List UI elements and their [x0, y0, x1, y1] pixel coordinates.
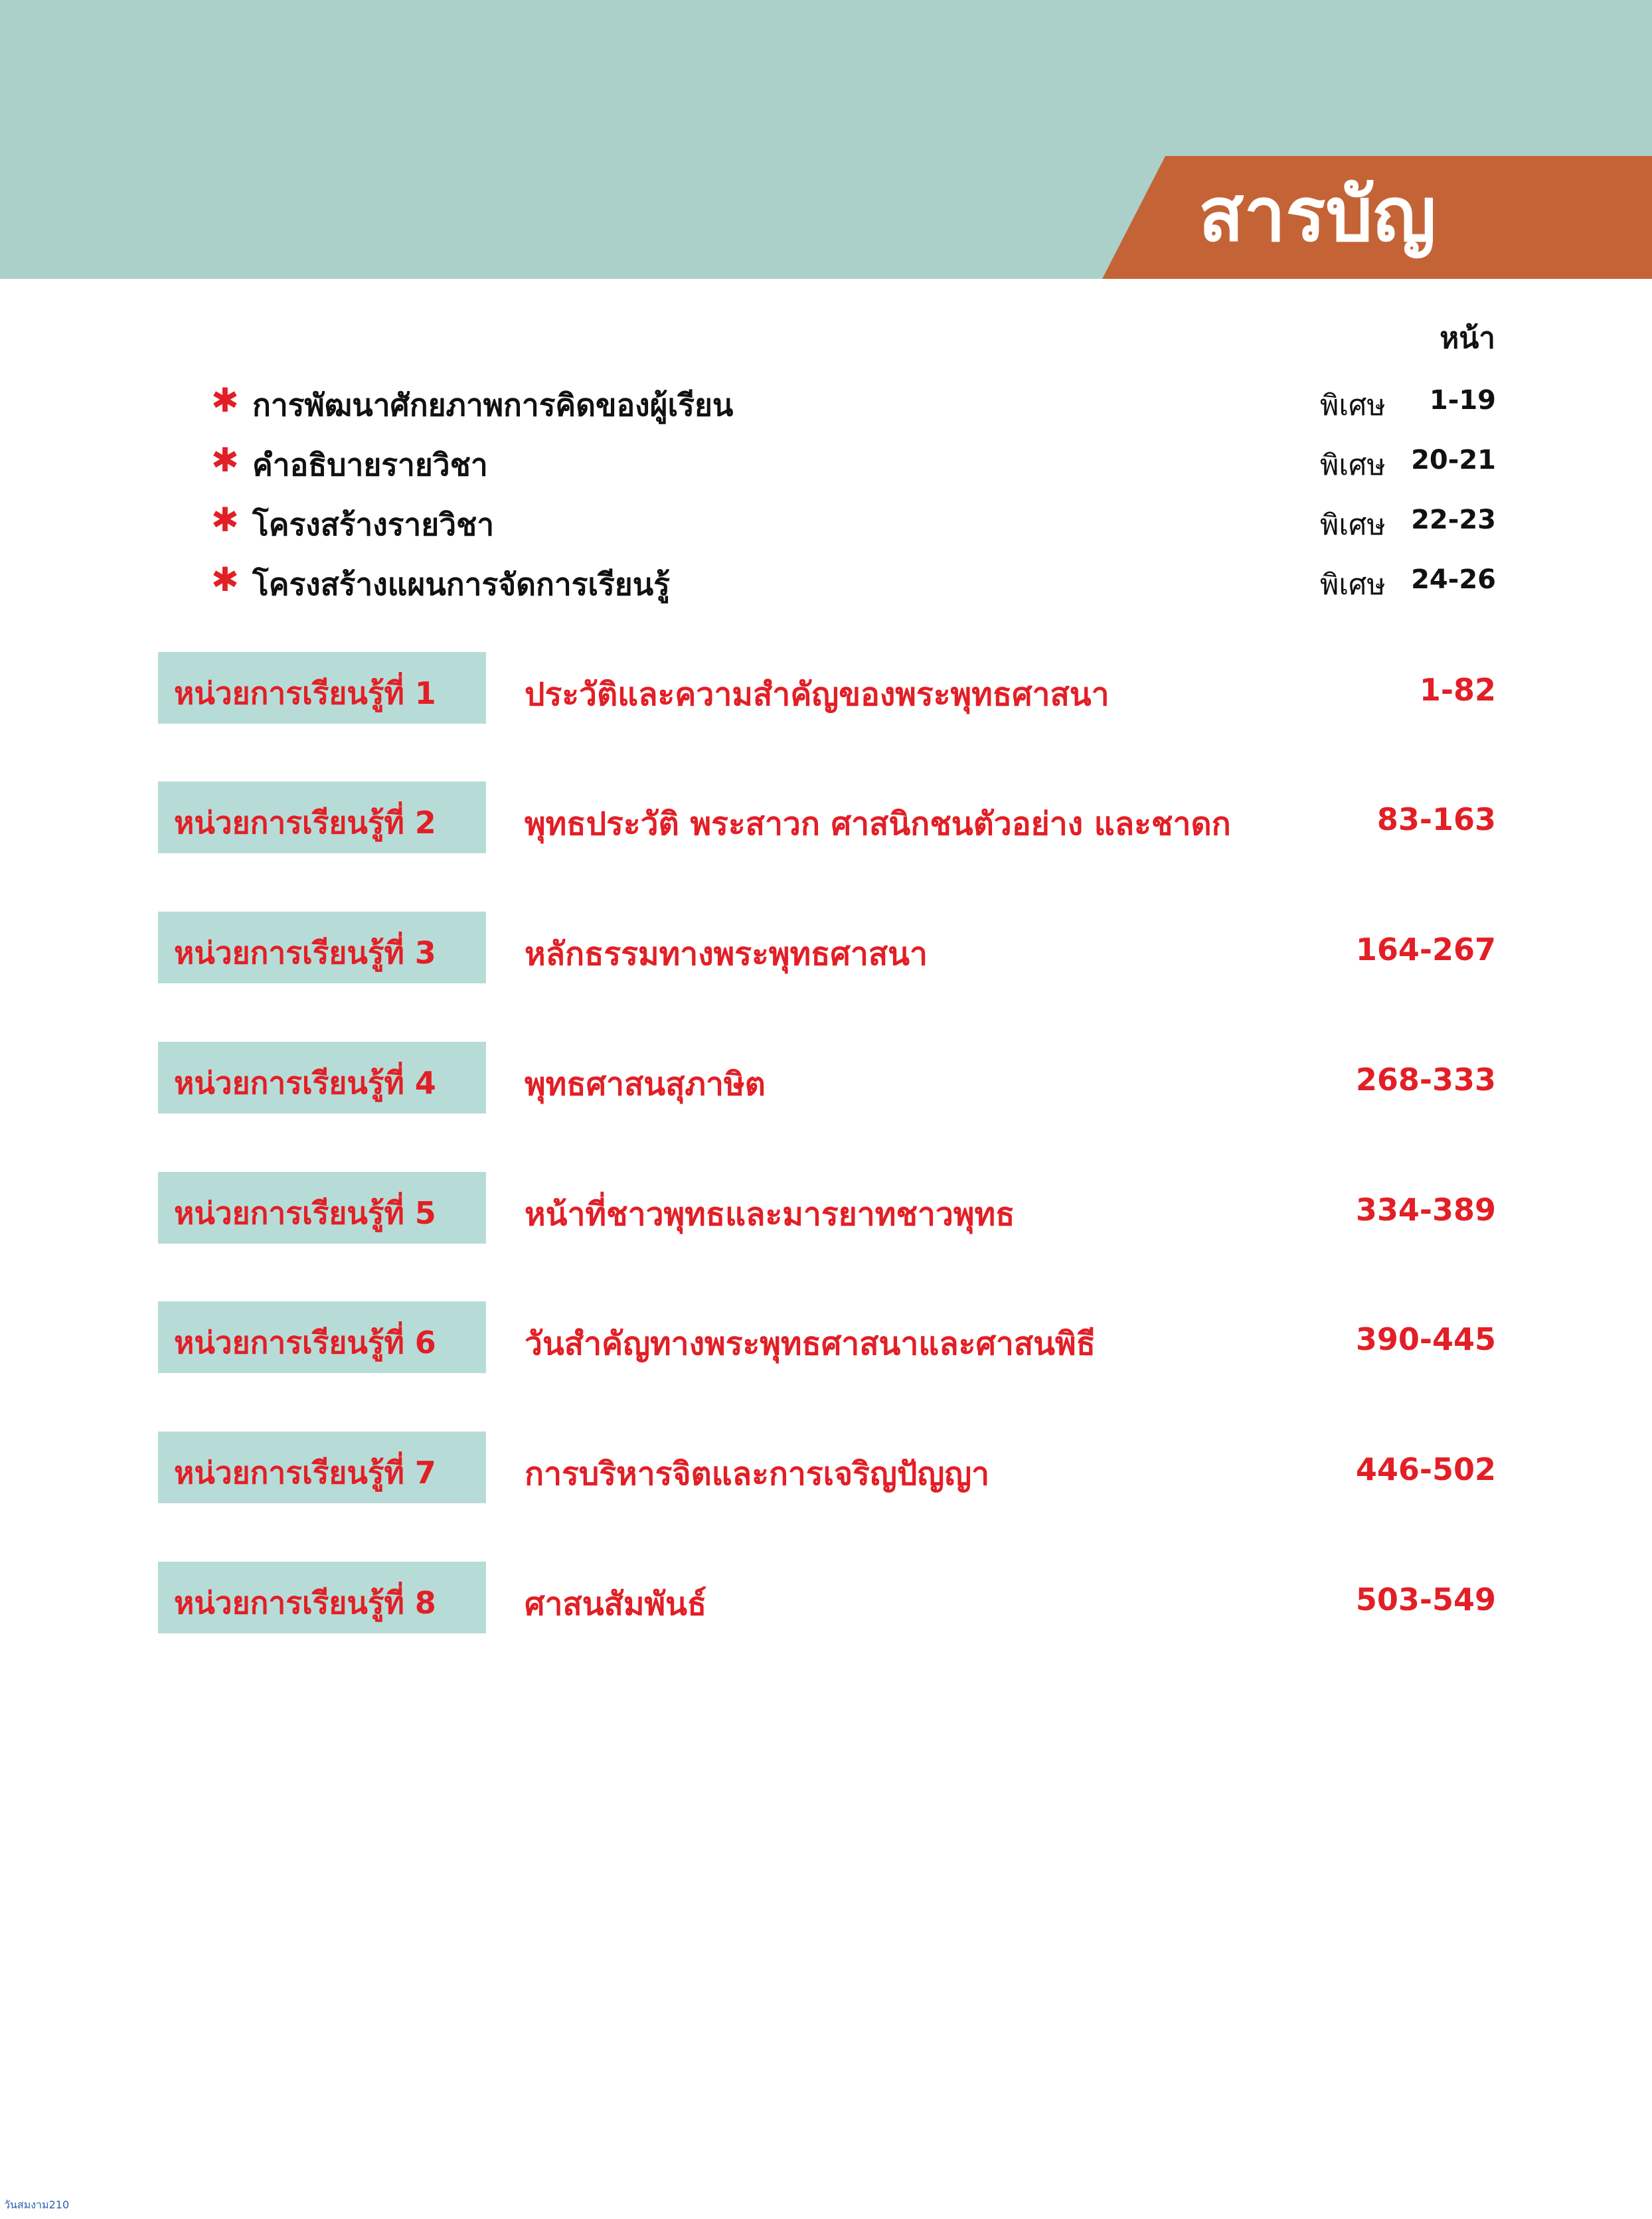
unit-pages: 1-82: [1419, 672, 1496, 708]
unit-badge: [158, 1042, 486, 1113]
prelim-pages: 20-21: [1411, 445, 1496, 475]
prelim-row[interactable]: [211, 437, 1496, 483]
asterisk-icon: ✱: [211, 381, 239, 420]
prelim-special: พิเศษ: [1320, 389, 1386, 422]
asterisk-icon: ✱: [211, 501, 239, 539]
unit-pages: 334-389: [1355, 1192, 1496, 1228]
unit-badge-label: หน่วยการเรียนรู้ที่ 7: [174, 1455, 436, 1491]
page-title: สารบัญ: [1198, 172, 1436, 258]
unit-badge-label: หน่วยการเรียนรู้ที่ 3: [174, 935, 436, 971]
prelim-row[interactable]: [211, 377, 1496, 424]
prelim-pages: 24-26: [1411, 564, 1496, 595]
prelim-pages: 1-19: [1429, 385, 1496, 416]
unit-row[interactable]: [158, 1172, 1496, 1244]
prelim-row[interactable]: [211, 556, 1496, 603]
unit-badge-label: หน่วยการเรียนรู้ที่ 8: [174, 1585, 436, 1621]
unit-title: พุทธศาสนสุภาษิต: [525, 1066, 766, 1103]
prelim-special: พิเศษ: [1320, 449, 1386, 482]
asterisk-icon: ✱: [211, 441, 239, 479]
footer-watermark: วันสมงาม210: [4, 2198, 70, 2211]
unit-row[interactable]: [158, 781, 1496, 853]
unit-badge: [158, 781, 486, 853]
unit-title: หน้าที่ชาวพุทธและมารยาทชาวพุทธ: [525, 1196, 1015, 1233]
unit-row[interactable]: [158, 1042, 1496, 1113]
unit-pages: 446-502: [1355, 1451, 1496, 1487]
unit-title: หลักธรรมทางพระพุทธศาสนา: [525, 936, 928, 973]
unit-title: ศาสนสัมพันธ์: [525, 1586, 707, 1623]
prelim-label: โครงสร้างแผนการจัดการเรียนรู้: [252, 566, 670, 602]
prelim-label: การพัฒนาศักยภาพการคิดของผู้เรียน: [252, 387, 734, 423]
prelim-pages: 22-23: [1411, 505, 1496, 535]
prelim-special: พิเศษ: [1320, 568, 1386, 602]
unit-pages: 164-267: [1355, 932, 1496, 967]
unit-pages: 83-163: [1376, 801, 1496, 837]
unit-badge: [158, 1432, 486, 1503]
unit-badge: [158, 1562, 486, 1633]
unit-badge-label: หน่วยการเรียนรู้ที่ 5: [174, 1195, 436, 1231]
unit-title: ประวัติและความสำคัญของพระพุทธศาสนา: [525, 676, 1110, 713]
unit-badge-label: หน่วยการเรียนรู้ที่ 6: [174, 1325, 436, 1360]
unit-pages: 268-333: [1355, 1062, 1496, 1098]
prelim-special: พิเศษ: [1320, 509, 1386, 542]
unit-title: วันสำคัญทางพระพุทธศาสนาและศาสนพิธี: [525, 1325, 1096, 1362]
unit-badge: [158, 1172, 486, 1244]
prelim-label: โครงสร้างรายวิชา: [252, 507, 495, 542]
unit-title: พุทธประวัติ พระสาวก ศาสนิกชนตัวอย่าง และชาดก: [525, 805, 1231, 843]
unit-row[interactable]: [158, 1301, 1496, 1373]
unit-badge-label: หน่วยการเรียนรู้ที่ 2: [174, 805, 436, 841]
unit-pages: 390-445: [1355, 1321, 1496, 1357]
unit-row[interactable]: [158, 1562, 1496, 1633]
unit-badge: [158, 652, 486, 724]
unit-badge-label: หน่วยการเรียนรู้ที่ 4: [174, 1065, 436, 1101]
unit-row[interactable]: [158, 1432, 1496, 1503]
unit-title: การบริหารจิตและการเจริญปัญญา: [525, 1455, 990, 1493]
unit-row[interactable]: [158, 912, 1496, 983]
prelim-label: คำอธิบายรายวิชา: [252, 447, 488, 483]
page-column-label: หน้า: [1440, 321, 1495, 355]
prelim-row[interactable]: [211, 497, 1496, 543]
unit-badge: [158, 1301, 486, 1373]
asterisk-icon: ✱: [211, 560, 239, 599]
unit-row[interactable]: [158, 652, 1496, 724]
unit-badge: [158, 912, 486, 983]
unit-pages: 503-549: [1355, 1582, 1496, 1617]
unit-badge-label: หน่วยการเรียนรู้ที่ 1: [174, 675, 436, 711]
